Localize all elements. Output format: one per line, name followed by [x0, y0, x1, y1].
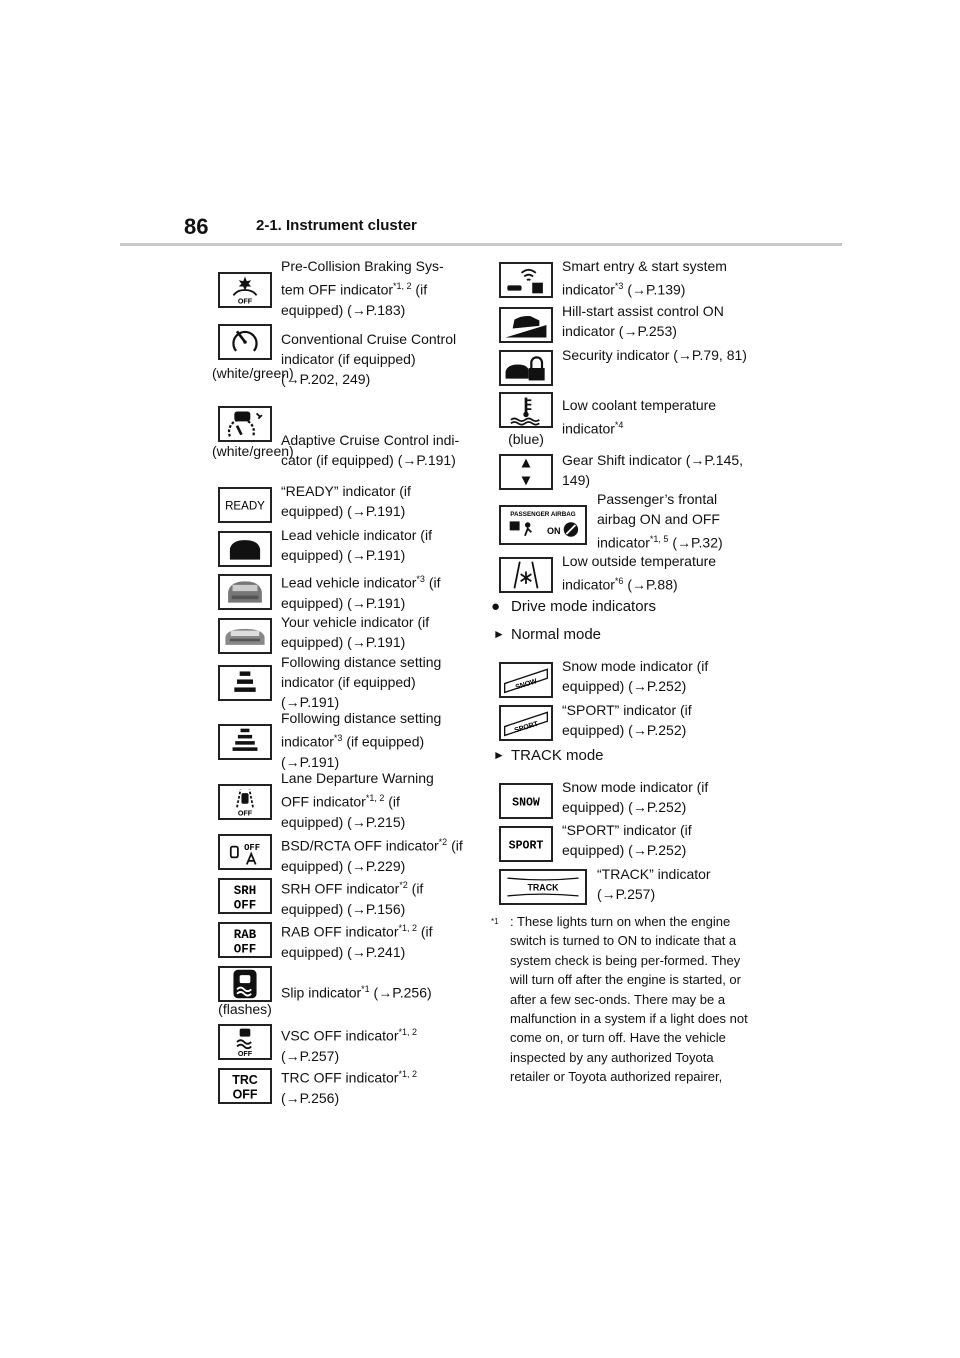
footnote — [491, 912, 749, 1087]
icon-color-label: (white/green) — [212, 365, 294, 381]
footnote-text: : These lights turn on when the engine switch is turned to ON to indicate that a system check is being per-formed. They will turn off after the engine is started, or after a few sec-onds. There may be a malfunction in a system if a light does not come on, or turn off. Have the vehicle inspected by any authorized Toyota retailer or Toyota authorized repairer, — [510, 914, 748, 1085]
hill-start-icon — [499, 307, 553, 343]
indicator-description: “READY” indicator (if equipped) (→P.191) — [281, 483, 411, 519]
bullet-icon: ● — [491, 598, 501, 615]
svg-text:SNOW: SNOW — [512, 796, 540, 810]
indicator-description: RAB OFF indicator$^{*1, 2}$ (if equipped) (→P.241) — [281, 923, 433, 960]
page-number: 86 — [184, 214, 209, 239]
indicator-description: BSD/RCTA OFF indicator$^{*2}$ (if equipped) (→P.229) — [281, 837, 463, 874]
indicator-description: Following distance setting indicator (if equipped) (→P.191) — [281, 654, 442, 710]
track-mode-heading: TRACK mode — [511, 747, 604, 764]
ready-icon — [218, 487, 272, 523]
sport-mode-icon — [499, 705, 553, 741]
svg-text:OFF: OFF — [237, 1050, 253, 1058]
section-title: 2-1. Instrument cluster — [256, 217, 417, 234]
indicator-description: Lead vehicle indicator (if equipped) (→P.191) — [281, 527, 432, 563]
indicator-description: “TRACK” indicator (→P.257) — [597, 866, 711, 902]
svg-text:TRACK: TRACK — [527, 882, 559, 893]
indicator-description: Conventional Cruise Control indicator (if equipped) (→P.202, 249) — [281, 331, 457, 387]
indicator-description: SRH OFF indicator$^{*2}$ (if equipped) (→P.156) — [281, 880, 424, 917]
snow-mode-icon — [499, 662, 553, 698]
svg-text:TRC: TRC — [232, 1073, 258, 1088]
triangle-bullet-icon: ► — [493, 748, 505, 762]
footnote-marker: *1 — [491, 917, 499, 926]
lead-vehicle-icon — [218, 531, 272, 567]
vsc-off-icon — [218, 1024, 272, 1060]
rab-off-icon — [218, 922, 272, 958]
svg-text:OFF: OFF — [237, 809, 253, 818]
indicator-description: “SPORT” indicator (if equipped) (→P.252) — [562, 702, 692, 738]
triangle-bullet-icon: ► — [493, 627, 505, 641]
svg-text:OFF: OFF — [233, 898, 257, 912]
indicator-description: Snow mode indicator (if equipped) (→P.252) — [562, 658, 709, 694]
following-distance-2-icon — [218, 724, 272, 760]
indicator-description: “SPORT” indicator (if equipped) (→P.252) — [562, 822, 692, 858]
svg-text:RAB: RAB — [233, 928, 257, 943]
svg-text:SPORT: SPORT — [508, 839, 544, 853]
indicator-description: Following distance setting indicator$^{*3}$ (if equipped) (→P.191) — [281, 710, 442, 770]
cruise-control-icon — [218, 324, 272, 360]
indicator-description: TRC OFF indicator$^{*1, 2}$ (→P.256) — [281, 1069, 417, 1106]
drive-mode-heading: Drive mode indicators — [511, 598, 657, 615]
trc-off-icon — [218, 1068, 272, 1104]
svg-text:SPORT: SPORT — [513, 719, 540, 735]
your-vehicle-icon — [218, 618, 272, 654]
lead-vehicle-color-icon — [218, 574, 272, 610]
bsd-rcta-off-icon — [218, 834, 272, 870]
indicator-description: Adaptive Cruise Control indi-cator (if equipped) (→P.191) — [281, 432, 460, 468]
security-icon — [499, 350, 553, 386]
indicator-description: Low outside temperature indicator$^{*6}$ (→P.88) — [562, 553, 717, 593]
indicator-description: Smart entry & start system indicator$^{*3}$ (→P.139) — [562, 258, 727, 298]
normal-mode-heading: Normal mode — [511, 626, 602, 643]
svg-text:OFF: OFF — [237, 297, 253, 306]
indicator-description: VSC OFF indicator$^{*1, 2}$ (→P.257) — [281, 1027, 417, 1064]
smart-entry-icon — [499, 262, 553, 298]
svg-text:OFF: OFF — [233, 942, 257, 956]
indicator-description: Lead vehicle indicator$^{*3}$ (if equipped) (→P.191) — [281, 574, 441, 611]
following-distance-icon — [218, 665, 272, 701]
adaptive-cruise-icon — [218, 406, 272, 442]
icon-color-label: (white/green) — [212, 443, 294, 459]
header-rule — [120, 243, 842, 246]
snow-mode-track-icon — [499, 783, 553, 819]
slip-icon — [218, 966, 272, 1002]
svg-text:OFF: OFF — [244, 843, 261, 854]
svg-text:OFF: OFF — [232, 1087, 258, 1102]
svg-text:SNOW: SNOW — [514, 677, 538, 692]
svg-text:READY: READY — [225, 500, 265, 513]
track-mode-icon — [499, 869, 587, 905]
svg-text:PASSENGER AIRBAG: PASSENGER AIRBAG — [510, 511, 576, 518]
indicator-description: Hill-start assist control ON indicator (→P.253) — [562, 303, 724, 339]
svg-text:ON: ON — [547, 526, 561, 536]
indicator-description: Pre-Collision Braking Sys-tem OFF indicator$^{*1, 2}$ (if equipped) (→P.183) — [281, 258, 444, 318]
svg-text:SRH: SRH — [233, 884, 257, 899]
indicator-description: Snow mode indicator (if equipped) (→P.252) — [562, 779, 709, 815]
indicator-description: Security indicator (→P.79, 81) — [562, 347, 747, 363]
low-outside-temp-icon — [499, 557, 553, 593]
icon-color-label: (blue) — [508, 431, 544, 447]
sport-mode-track-icon — [499, 826, 553, 862]
low-coolant-icon — [499, 392, 553, 428]
gear-shift-icon — [499, 454, 553, 490]
indicator-description: Your vehicle indicator (if equipped) (→P.191) — [281, 614, 430, 650]
srh-off-icon — [218, 878, 272, 914]
pcs-off-icon — [218, 272, 272, 308]
indicator-description: Gear Shift indicator (→P.145, 149) — [562, 452, 744, 488]
passenger-airbag-icon — [499, 505, 587, 545]
indicator-description: Low coolant temperature indicator$^{*4}$ — [562, 397, 717, 437]
indicator-description: Lane Departure Warning OFF indicator$^{*1, 2}$ (if equipped) (→P.215) — [281, 770, 434, 830]
indicator-description: Slip indicator$^{*1}$ (→P.256) — [281, 984, 432, 1001]
indicator-description: Passenger’s frontal airbag ON and OFF indicator$^{*1, 5}$ (→P.32) — [597, 491, 723, 551]
lane-departure-off-icon — [218, 784, 272, 820]
icon-color-label: (flashes) — [218, 1001, 272, 1017]
